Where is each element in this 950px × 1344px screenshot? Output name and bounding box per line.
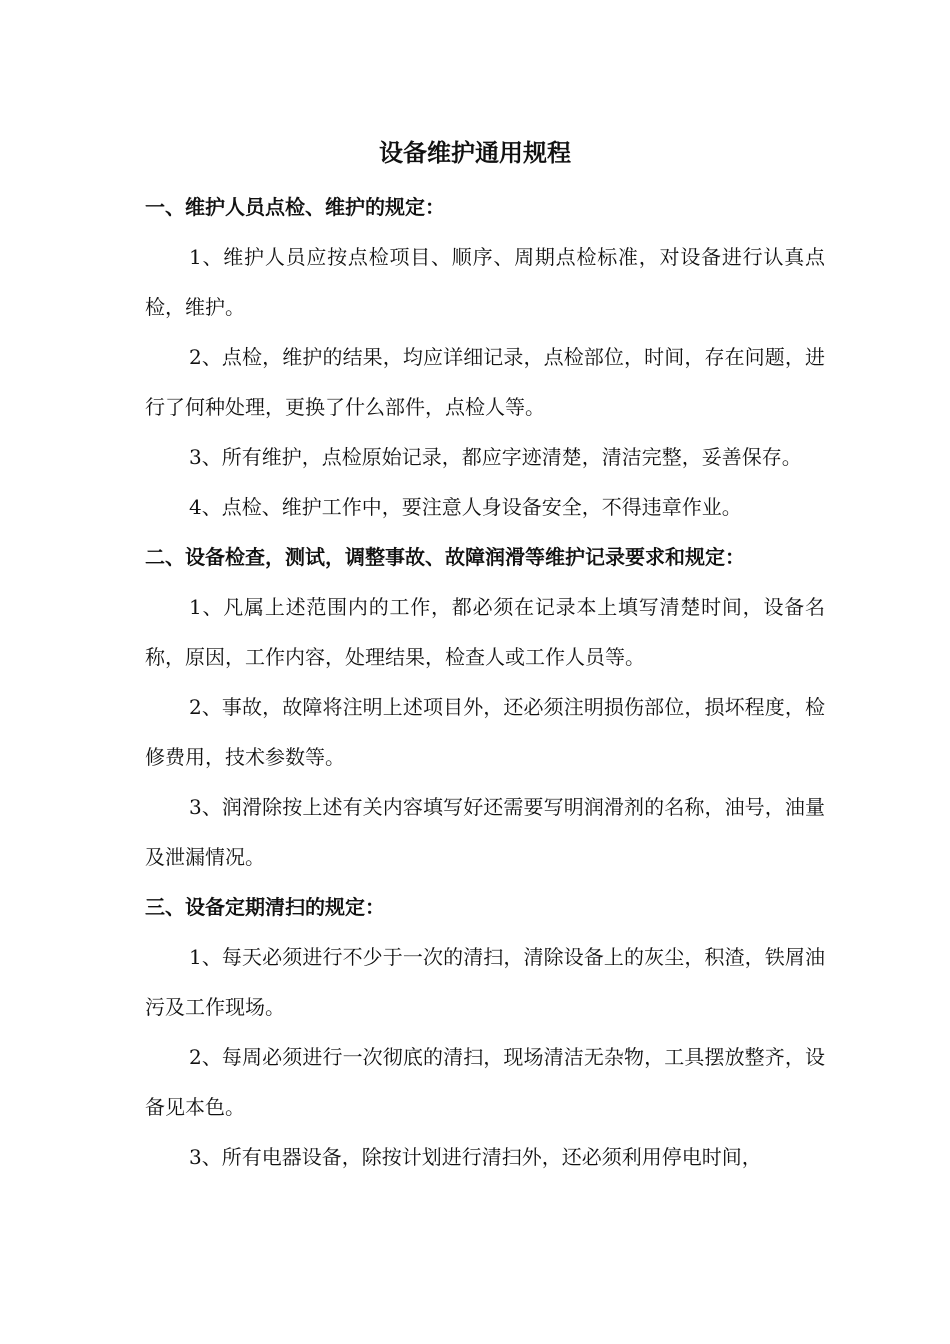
section-heading: 三、设备定期清扫的规定： [145, 895, 385, 919]
paragraph: 3、润滑除按上述有关内容填写好还需要写明润滑剂的名称，油号，油量及泄漏情况。 [145, 795, 825, 869]
section-3 [145, 882, 825, 1182]
paragraph: 1、凡属上述范围内的工作，都必须在记录本上填写清楚时间，设备名称，原因，工作内容，处理结果，检查人或工作人员等。 [145, 595, 825, 669]
paragraph: 2、每周必须进行一次彻底的清扫，现场清洁无杂物，工具摆放整齐，设备见本色。 [145, 1045, 825, 1119]
paragraph: 3、所有电器设备，除按计划进行清扫外，还必须利用停电时间， [189, 1145, 762, 1169]
section-heading: 一、维护人员点检、维护的规定： [145, 195, 445, 219]
section-2 [145, 532, 825, 882]
paragraph: 3、所有维护，点检原始记录，都应字迹清楚，清洁完整，妥善保存。 [189, 445, 802, 469]
paragraph: 2、事故，故障将注明上述项目外，还必须注明损伤部位，损坏程度，检修费用，技术参数等。 [145, 695, 825, 769]
document-title: 设备维护通用规程 [379, 138, 571, 167]
paragraph: 1、维护人员应按点检项目、顺序、周期点检标准，对设备进行认真点检，维护。 [145, 245, 825, 319]
section-heading: 二、设备检查，测试，调整事故、故障润滑等维护记录要求和规定： [145, 545, 745, 569]
paragraph: 4、点检、维护工作中，要注意人身设备安全，不得违章作业。 [189, 495, 742, 519]
document-body [145, 182, 825, 1182]
section-1 [145, 182, 825, 532]
paragraph: 2、点检，维护的结果，均应详细记录，点检部位，时间，存在问题，进行了何种处理，更换了什么部件，点检人等。 [145, 345, 825, 419]
paragraph: 1、每天必须进行不少于一次的清扫，清除设备上的灰尘，积渣，铁屑油污及工作现场。 [145, 945, 825, 1019]
